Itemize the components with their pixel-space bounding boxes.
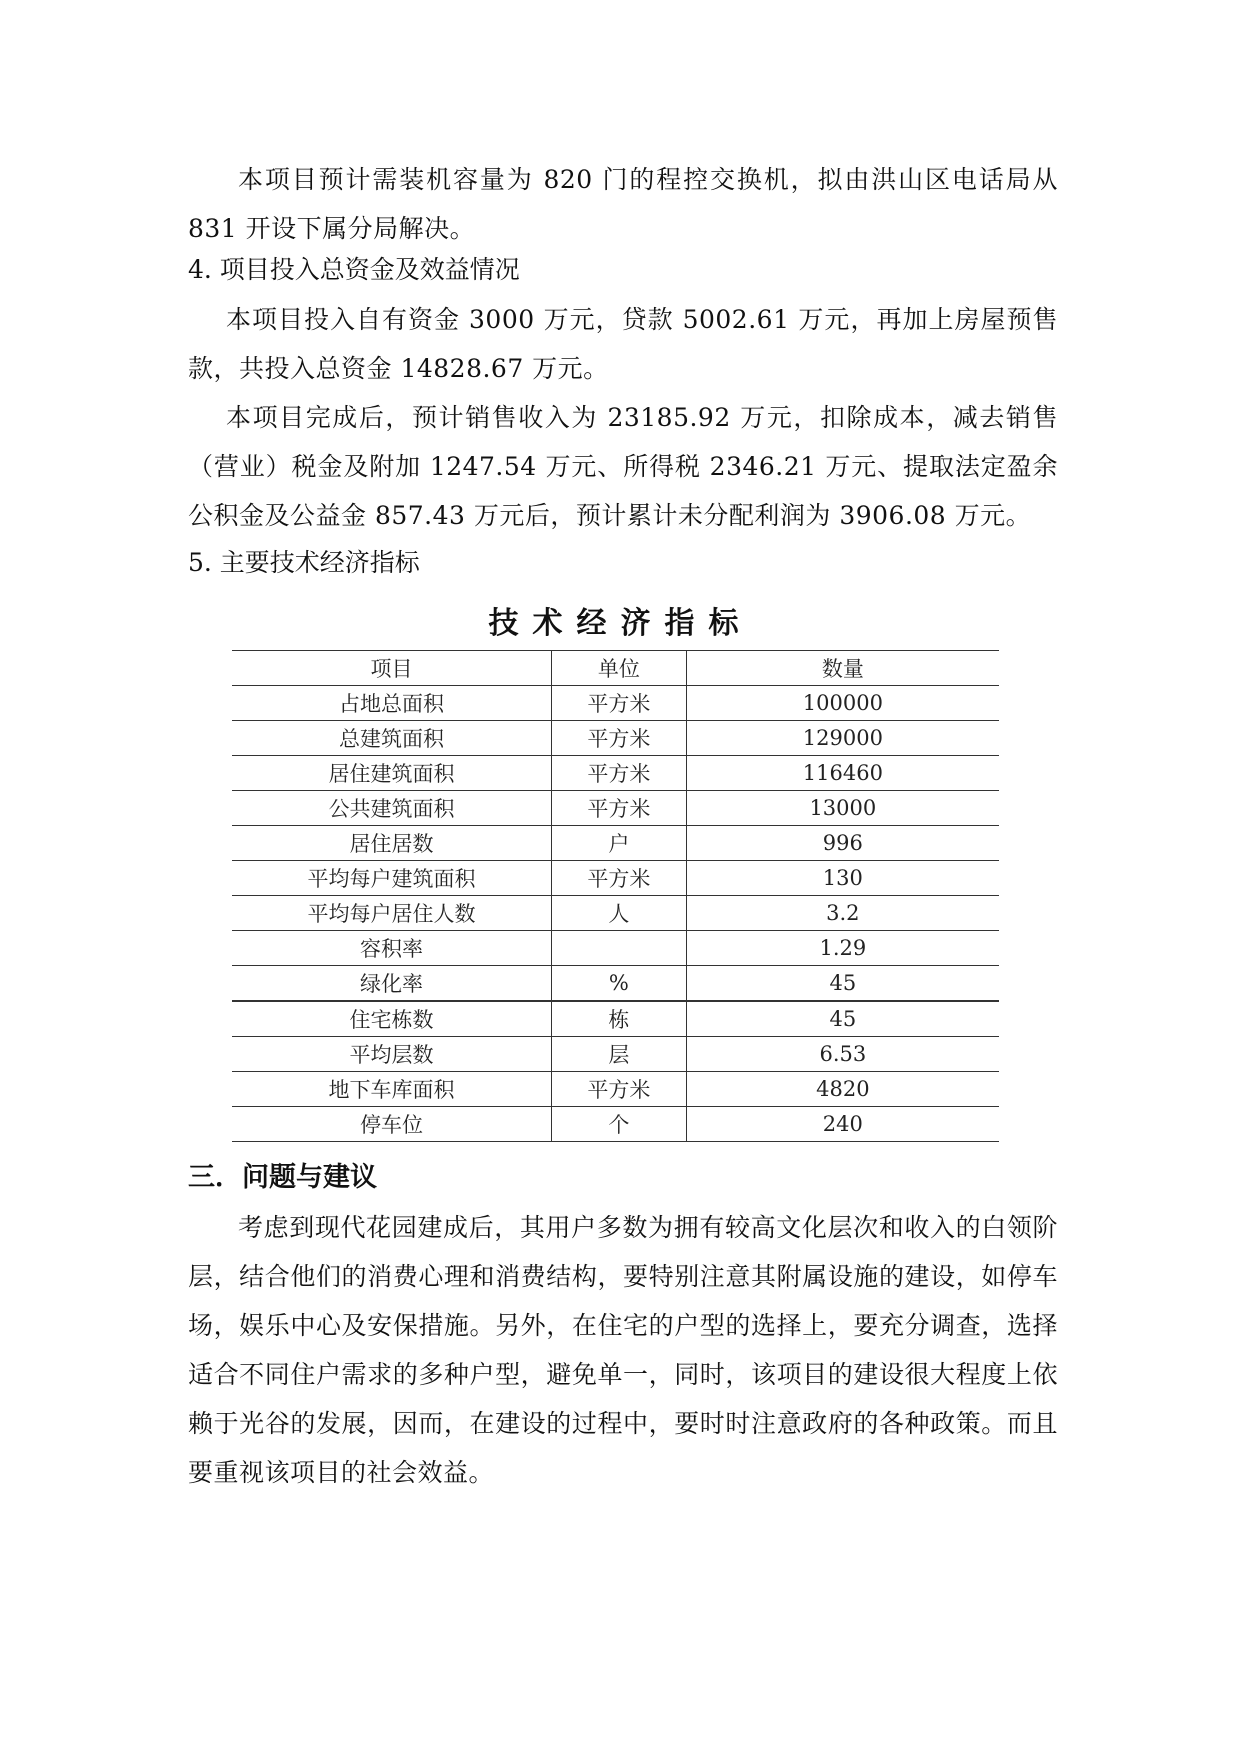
cell-item: 容积率 <box>232 931 552 966</box>
cell-quantity: 240 <box>686 1107 999 1142</box>
header-unit: 单位 <box>552 651 687 686</box>
cell-quantity: 3.2 <box>686 896 999 931</box>
cell-quantity: 45 <box>686 1001 999 1037</box>
indicator-table <box>232 650 999 1142</box>
table-row <box>232 931 999 966</box>
cell-unit: 层 <box>552 1037 687 1072</box>
cell-quantity: 45 <box>686 966 999 1002</box>
cell-unit: 个 <box>552 1107 687 1142</box>
paragraph-telephone: 本项目预计需装机容量为 820 门的程控交换机，拟由洪山区电话局从 831 开设下属分局解决。 <box>188 165 1058 243</box>
table-row <box>232 1037 999 1072</box>
cell-item: 居住建筑面积 <box>232 756 552 791</box>
header-item: 项目 <box>232 651 552 686</box>
paragraph-suggestions: 考虑到现代花园建成后，其用户多数为拥有较高文化层次和收入的白领阶层，结合他们的消费心理和消费结构，要特别注意其附属设施的建设，如停车场，娱乐中心及安保措施。另外，在住宅的户型的选择上，要充分调查，选择适合不同住户需求的多种户型，避免单一，同时，该项目的建设很大程度上依赖于光谷的发展，因而，在建设的过程中，要时时注意政府的各种政策。而且要重视该项目的社会效益。 <box>188 1213 1058 1487</box>
cell-unit: 户 <box>552 826 687 861</box>
cell-item: 平均每户建筑面积 <box>232 861 552 896</box>
table-row <box>232 966 999 1002</box>
cell-item: 公共建筑面积 <box>232 791 552 826</box>
table-row <box>232 861 999 896</box>
cell-quantity: 1.29 <box>686 931 999 966</box>
cell-item: 占地总面积 <box>232 686 552 721</box>
table-row <box>232 896 999 931</box>
cell-quantity: 116460 <box>686 756 999 791</box>
heading-indicators: 5. 主要技术经济指标 <box>188 548 420 577</box>
cell-quantity: 996 <box>686 826 999 861</box>
cell-unit: % <box>552 966 687 1002</box>
cell-unit: 平方米 <box>552 791 687 826</box>
cell-unit: 平方米 <box>552 1072 687 1107</box>
table-row <box>232 1072 999 1107</box>
paragraph-benefit: 本项目完成后，预计销售收入为 23185.92 万元，扣除成本，减去销售（营业）税金及附加 1247.54 万元、所得税 2346.21 万元、提取法定盈余公积金及公益金 857.43 万元后，预计累计未分配利润为 3906.08 万元。 <box>188 403 1058 530</box>
cell-unit: 平方米 <box>552 861 687 896</box>
cell-item: 住宅栋数 <box>232 1001 552 1037</box>
table-row <box>232 1107 999 1142</box>
cell-item: 绿化率 <box>232 966 552 1002</box>
table-header-row <box>232 651 999 686</box>
table-row <box>232 686 999 721</box>
section-heading-issues: 三．问题与建议 <box>188 1162 377 1193</box>
cell-quantity: 130 <box>686 861 999 896</box>
table-row <box>232 721 999 756</box>
cell-unit: 人 <box>552 896 687 931</box>
cell-unit: 平方米 <box>552 756 687 791</box>
table-row <box>232 1001 999 1037</box>
cell-item: 平均层数 <box>232 1037 552 1072</box>
cell-unit: 平方米 <box>552 721 687 756</box>
table-row <box>232 791 999 826</box>
paragraph-investment: 本项目投入自有资金 3000 万元，贷款 5002.61 万元，再加上房屋预售款，共投入总资金 14828.67 万元。 <box>188 305 1058 383</box>
cell-item: 居住居数 <box>232 826 552 861</box>
cell-quantity: 6.53 <box>686 1037 999 1072</box>
cell-quantity: 4820 <box>686 1072 999 1107</box>
cell-quantity: 13000 <box>686 791 999 826</box>
cell-unit <box>552 931 687 966</box>
cell-unit: 平方米 <box>552 686 687 721</box>
table-row <box>232 826 999 861</box>
cell-item: 地下车库面积 <box>232 1072 552 1107</box>
header-quantity: 数量 <box>686 651 999 686</box>
cell-item: 总建筑面积 <box>232 721 552 756</box>
cell-quantity: 129000 <box>686 721 999 756</box>
table-title: 技术经济指标 <box>488 606 753 641</box>
cell-item: 平均每户居住人数 <box>232 896 552 931</box>
cell-unit: 栋 <box>552 1001 687 1037</box>
table-row <box>232 756 999 791</box>
cell-quantity: 100000 <box>686 686 999 721</box>
heading-investment: 4. 项目投入总资金及效益情况 <box>188 255 520 284</box>
cell-item: 停车位 <box>232 1107 552 1142</box>
